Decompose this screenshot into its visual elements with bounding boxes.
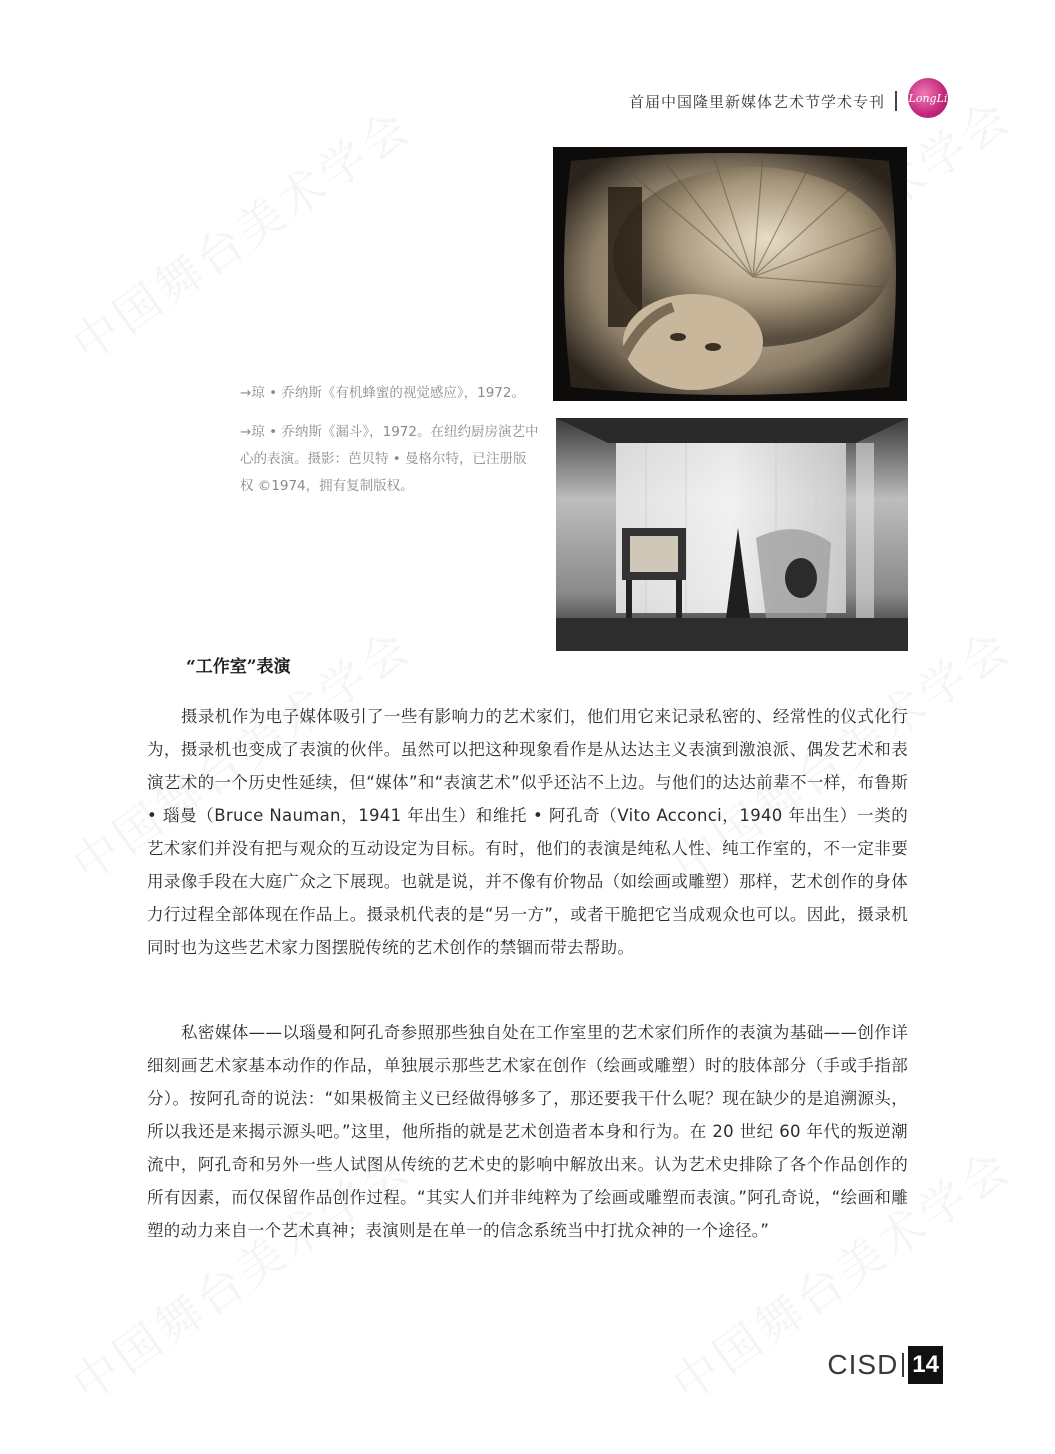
- section-title: “工作室”表演: [186, 657, 291, 677]
- artwork-photo-funnel: [556, 418, 908, 651]
- logo-text: LongLi: [908, 91, 948, 105]
- footer-divider: [902, 1353, 904, 1377]
- footer-brand: CISD: [827, 1349, 899, 1380]
- page-header: [629, 86, 945, 116]
- page-number: 14: [908, 1346, 943, 1384]
- body-paragraph: 摄录机作为电子媒体吸引了一些有影响力的艺术家们，他们用它来记录私密的、经常性的仪式化行为，摄录机也变成了表演的伙伴。虽然可以把这种现象看作是从达达主义表演到激浪派、偶发艺术和表演艺术的一个历史性延续，但“媒体”和“表演艺术”似乎还沾不上边。与他们的达达前辈不一样，布鲁斯 • 瑙曼（Bruce Nauman，1941 年出生）和维托 • 阿孔奇（Vito Acconci，1940 年出生）一类的艺术家们并没有把与观众的互动设定为目标。有时，他们的表演是纯私人性、纯工作室的，不一定非要用录像手段在大庭广众之下展现。也就是说，并不像有价物品（如绘画或雕塑）那样，艺术创作的身体力行过程全部体现在作品上。摄录机代表的是“另一方”，或者干脆把它当成观众也可以。因此，摄录机同时也为这些艺术家力图摆脱传统的艺术创作的禁锢而带去帮助。: [147, 707, 908, 957]
- body-paragraph: 私密媒体——以瑙曼和阿孔奇参照那些独自处在工作室里的艺术家们所作的表演为基础——创作详细刻画艺术家基本动作的作品，单独展示那些艺术家在创作（绘画或雕塑）时的肢体部分（手或手指部分）。按阿孔奇的说法：“如果极简主义已经做得够多了，那还要我干什么呢？现在缺少的是追溯源头，所以我还是来揭示源头吧。”这里，他所指的就是艺术创造者本身和行为。在 20 世纪 60 年代的叛逆潮流中，阿孔奇和另外一些人试图从传统的艺术史的影响中解放出来。认为艺术史排除了各个作品创作的所有因素，而仅保留作品创作过程。“其实人们并非纯粹为了绘画或雕塑而表演。”阿孔奇说，“绘画和雕塑的动力来自一个艺术真神；表演则是在单一的信念系统当中打扰众神的一个途径。”: [147, 1023, 908, 1240]
- header-divider: [895, 91, 897, 111]
- figure-caption: →琼 • 乔纳斯《有机蜂蜜的视觉感应》，1972。: [240, 385, 525, 401]
- photo-illustration: [553, 147, 907, 401]
- artwork-photo-organic-honey: [553, 147, 907, 401]
- page-footer: [827, 1346, 943, 1384]
- figure-caption: →琼 • 乔纳斯《漏斗》，1972。在纽约厨房演艺中心的表演。摄影：芭贝特 • 曼格尔特，已注册版权 ©1974，拥有复制版权。: [240, 424, 539, 494]
- watermark: [57, 91, 423, 374]
- header-title: 首届中国隆里新媒体艺术节学术专刊: [628, 92, 885, 111]
- festival-logo: [908, 78, 948, 118]
- photo-illustration: [556, 418, 908, 651]
